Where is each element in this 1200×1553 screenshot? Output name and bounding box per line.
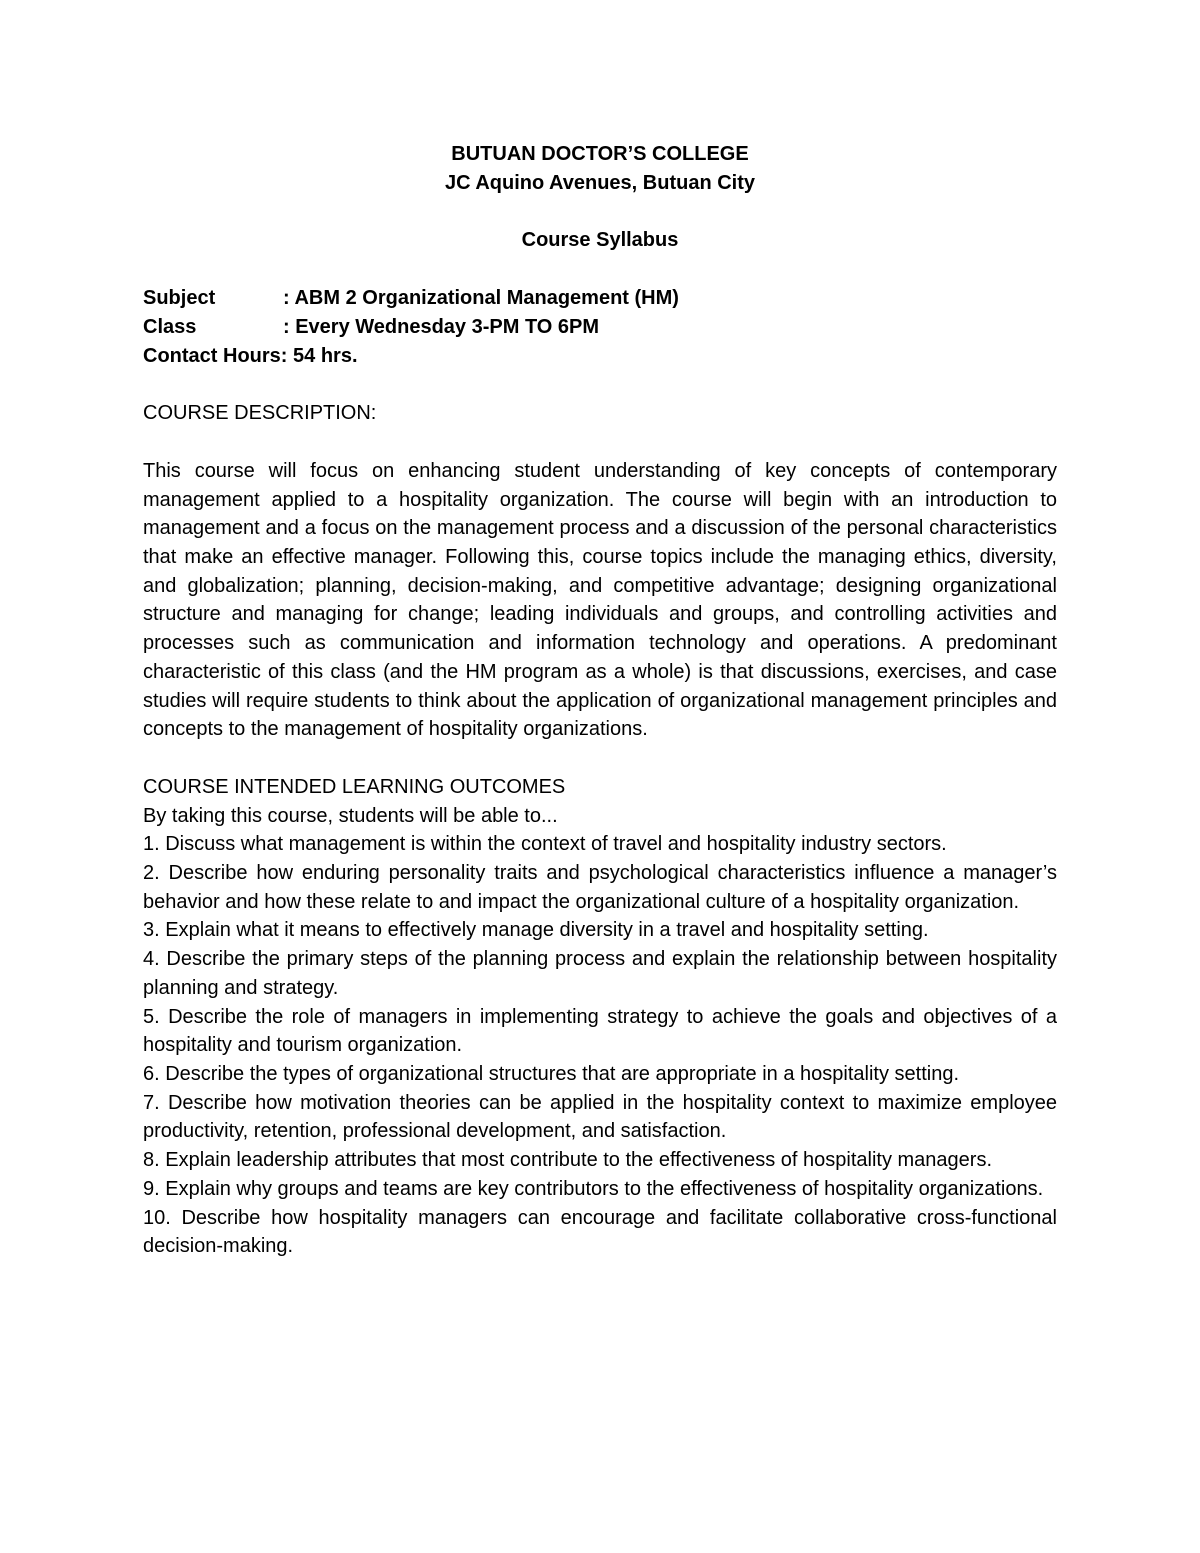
class-value: : Every Wednesday 3-PM TO 6PM [283, 315, 600, 338]
outcome-item: 1. Discuss what management is within the context of travel and hospitality industry sectors. [143, 833, 947, 856]
outcomes-heading: COURSE INTENDED LEARNING OUTCOMES [143, 775, 566, 798]
outcome-item: 9. Explain why groups and teams are key contributors to the effectiveness of hospitality organizations. [143, 1177, 1044, 1200]
course-info [143, 284, 1057, 370]
description-heading: COURSE DESCRIPTION: [143, 402, 377, 425]
outcome-item: 5. Describe the role of managers in implementing strategy to achieve the goals and objectives of a hospitality and tourism organization. [143, 1005, 1057, 1057]
contact-hours-row [143, 342, 1057, 371]
college-address: JC Aquino Avenues, Butuan City [444, 171, 756, 194]
subject-value: : ABM 2 Organizational Management (HM) [283, 287, 679, 310]
outcome-item: 3. Explain what it means to effectively manage diversity in a travel and hospitality setting. [143, 919, 929, 942]
outcomes-intro: By taking this course, students will be able to... [143, 804, 558, 827]
outcome-item: 4. Describe the primary steps of the planning process and explain the relationship between hospitality planning and strategy. [143, 948, 1057, 999]
learning-outcomes [143, 773, 1057, 1261]
class-label: Class [143, 315, 197, 338]
outcome-item: 10. Describe how hospitality managers can encourage and facilitate collaborative cross-functional decision-making. [143, 1206, 1057, 1258]
contact-hours-value: 54 hrs. [293, 344, 358, 367]
subject-label: Subject [143, 287, 216, 310]
document-header [143, 140, 1057, 197]
syllabus-page [143, 140, 1057, 1261]
document-title: Course Syllabus [521, 229, 679, 252]
outcome-item: 7. Describe how motivation theories can be applied in the hospitality context to maximize employee productivity, retention, professional development, and satisfaction. [143, 1091, 1057, 1143]
class-row [143, 313, 1057, 342]
outcome-item: 8. Explain leadership attributes that most contribute to the effectiveness of hospitality managers. [143, 1149, 992, 1172]
description-body: This course will focus on enhancing student understanding of key concepts of contemporary management applied to a hospitality organization. The course will begin with an introduction to management and a focus on the management process and a discussion of the personal characteristics that make an effective manager. Following this, course topics include the managing ethics, diversity, and globalization; planning, decision-making, and competitive advantage; designing organizational structure and managing for change; leading individuals and groups, and controlling activities and processes such as communication and information technology and operations. A predominant characteristic of this class (and the HM program as a whole) is that discussions, exercises, and case studies will require students to think about the application of organizational management principles and concepts to the management of hospitality organizations. [143, 459, 1057, 741]
contact-hours-label: Contact Hours: [143, 344, 288, 367]
outcome-item: 2. Describe how enduring personality traits and psychological characteristics influence a manager’s behavior and how these relate to and impact the organizational culture of a hospitality organization. [143, 862, 1057, 913]
subject-row [143, 284, 1057, 313]
outcome-item: 6. Describe the types of organizational structures that are appropriate in a hospitality setting. [143, 1062, 960, 1085]
college-name: BUTUAN DOCTOR’S COLLEGE [451, 143, 749, 165]
